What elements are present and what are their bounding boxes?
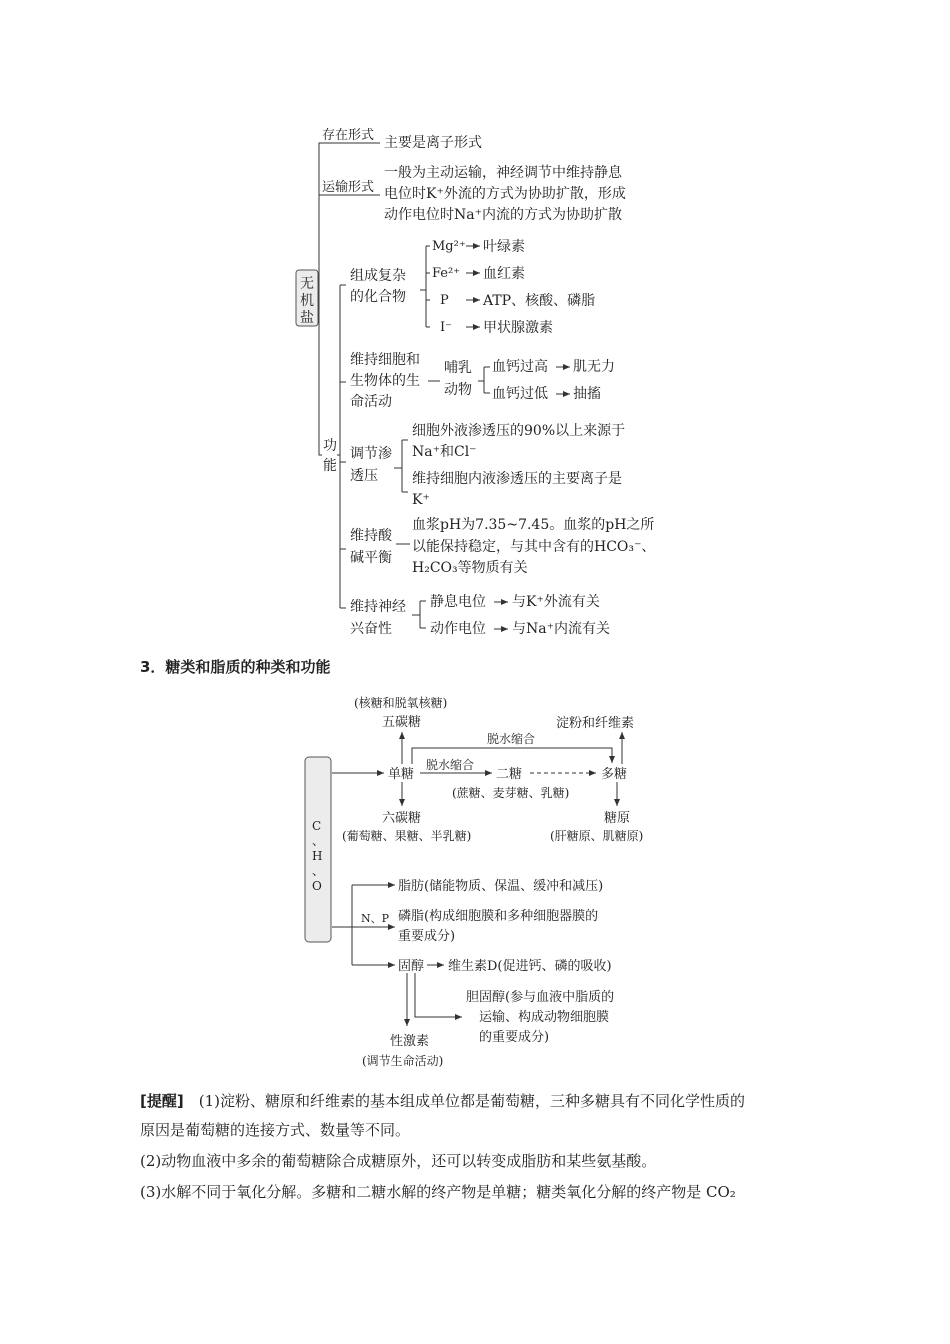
nerve-resting: 静息电位 [430, 594, 486, 610]
note-paragraph-2: (2)动物血液中多余的葡萄糖除合成糖原外，还可以转变成脂肪和某些氨基酸。 [140, 1152, 657, 1170]
nerve-action-result: 与Na⁺内流有关 [512, 621, 610, 637]
compound-target-chlorophyll: 叶绿素 [483, 239, 525, 255]
salt-root-char-2: 机 [300, 293, 314, 309]
osmotic-label-1: 调节渗 [350, 446, 392, 462]
sterol: 固醇 [398, 959, 425, 974]
dehydration-top: 脱水缩合 [487, 732, 536, 746]
sugar-root-sep-2: 、 [312, 864, 325, 878]
salt-root-char-1: 无 [300, 276, 314, 292]
sugar-root-sep-1: 、 [312, 834, 325, 848]
transport-line-2: 电位时K⁺外流的方式为协助扩散，形成 [384, 186, 626, 202]
note-1-line-1: (1)淀粉、糖原和纤维素的基本组成单位都是葡萄糖，三种多糖具有不同化学性质的 [198, 1092, 745, 1110]
mammal-label-1: 哺乳 [444, 360, 472, 376]
sugar-lipid-diagram [305, 695, 643, 1068]
glycogen: 糖原 [604, 811, 631, 826]
sex-hormone-note: (调节生命活动) [362, 1054, 444, 1068]
compound-target-thyroxine: 甲状腺激素 [483, 320, 553, 336]
life-label-2: 生物体的生 [350, 373, 420, 389]
calcium-high-effect: 肌无力 [573, 359, 615, 375]
calcium-low: 血钙过低 [492, 386, 548, 402]
disaccharide: 二糖 [496, 767, 523, 782]
acid-label-2: 碱平衡 [350, 550, 392, 566]
transport-label: 运输形式 [322, 180, 375, 195]
acid-label-1: 维持酸 [350, 528, 392, 544]
compound-ion-p: P [440, 293, 449, 308]
compound-target-atp: ATP、核酸、磷脂 [483, 293, 596, 309]
function-label-2: 能 [323, 458, 337, 474]
note-label: [提醒] [140, 1092, 184, 1110]
pentose-note: (核糖和脱氧核糖) [354, 696, 448, 710]
osmotic-item-2-line-2: K⁺ [412, 492, 430, 508]
fat: 脂肪(储能物质、保温、缓冲和减压) [398, 879, 604, 894]
np-label: N、P [361, 912, 390, 925]
compound-label-1: 组成复杂 [350, 268, 406, 284]
note-paragraph-3: (3)水解不同于氧化分解。多糖和二糖水解的终产物是单糖；糖类氧化分解的终产物是 CO₂ [140, 1183, 736, 1201]
sugar-root-c: C [312, 819, 322, 833]
pentose: 五碳糖 [382, 715, 422, 730]
mammal-label-2: 动物 [444, 382, 472, 398]
nerve-label-1: 维持神经 [350, 599, 406, 615]
sugar-root-h: H [312, 849, 323, 863]
hexose: 六碳糖 [382, 811, 422, 826]
nerve-label-2: 兴奋性 [350, 621, 392, 637]
disaccharide-note: (蔗糖、麦芽糖、乳糖) [452, 786, 570, 800]
exist-text: 主要是离子形式 [384, 135, 482, 151]
dehydration-mid: 脱水缩合 [426, 758, 475, 772]
note-paragraph-1 [140, 1087, 820, 1116]
compound-target-heme: 血红素 [483, 266, 525, 282]
life-label-1: 维持细胞和 [350, 352, 420, 368]
acid-line-2: 以能保持稳定，与其中含有的HCO₃⁻、 [412, 539, 656, 555]
salt-root-char-3: 盐 [300, 310, 314, 326]
calcium-low-effect: 抽搐 [573, 386, 601, 402]
acid-line-1: 血浆pH为7.35~7.45。血浆的pH之所 [412, 517, 655, 533]
inorganic-salt-diagram [296, 127, 655, 637]
polysaccharide: 多糖 [601, 767, 628, 782]
sex-hormone: 性激素 [390, 1034, 430, 1049]
acid-line-3: H₂CO₃等物质有关 [412, 560, 528, 576]
exist-label: 存在形式 [322, 128, 375, 143]
phospholipid-line-1: 磷脂(构成细胞膜和多种细胞器膜的 [398, 909, 599, 924]
compound-ion-mg: Mg²⁺ [432, 239, 466, 254]
section-title: 3．糖类和脂质的种类和功能 [140, 658, 331, 676]
nerve-resting-result: 与K⁺外流有关 [512, 594, 600, 610]
function-label-1: 功 [323, 438, 337, 454]
hexose-note: (葡萄糖、果糖、半乳糖) [342, 829, 472, 843]
nerve-action: 动作电位 [430, 621, 486, 637]
calcium-high: 血钙过高 [492, 359, 548, 375]
transport-line-1: 一般为主动运输，神经调节中维持静息 [384, 165, 622, 181]
polysaccharide-note: 淀粉和纤维素 [556, 716, 635, 731]
cholesterol-line-3: 的重要成分) [479, 1030, 550, 1045]
phospholipid-line-2: 重要成分) [398, 929, 456, 944]
cholesterol-line-2: 运输、构成动物细胞膜 [479, 1010, 610, 1025]
osmotic-item-1-line-1: 细胞外液渗透压的90%以上来源于 [412, 423, 626, 439]
osmotic-label-2: 透压 [350, 468, 378, 484]
compound-label-2: 的化合物 [350, 289, 406, 305]
glycogen-note: (肝糖原、肌糖原) [550, 829, 644, 843]
cholesterol-line-1: 胆固醇(参与血液中脂质的 [466, 990, 615, 1005]
transport-line-3: 动作电位时Na⁺内流的方式为协助扩散 [384, 207, 622, 223]
monosaccharide: 单糖 [388, 767, 415, 782]
osmotic-item-1-line-2: Na⁺和Cl⁻ [412, 444, 477, 460]
osmotic-item-2-line-1: 维持细胞内液渗透压的主要离子是 [412, 471, 622, 487]
compound-ion-i: I⁻ [440, 320, 452, 335]
vitamin-d: 维生素D(促进钙、磷的吸收) [448, 959, 612, 974]
note-1-line-2: 原因是葡萄糖的连接方式、数量等不同。 [140, 1121, 411, 1139]
life-label-3: 命活动 [350, 394, 392, 410]
compound-ion-fe: Fe²⁺ [432, 266, 461, 281]
sugar-root-o: O [312, 879, 322, 893]
